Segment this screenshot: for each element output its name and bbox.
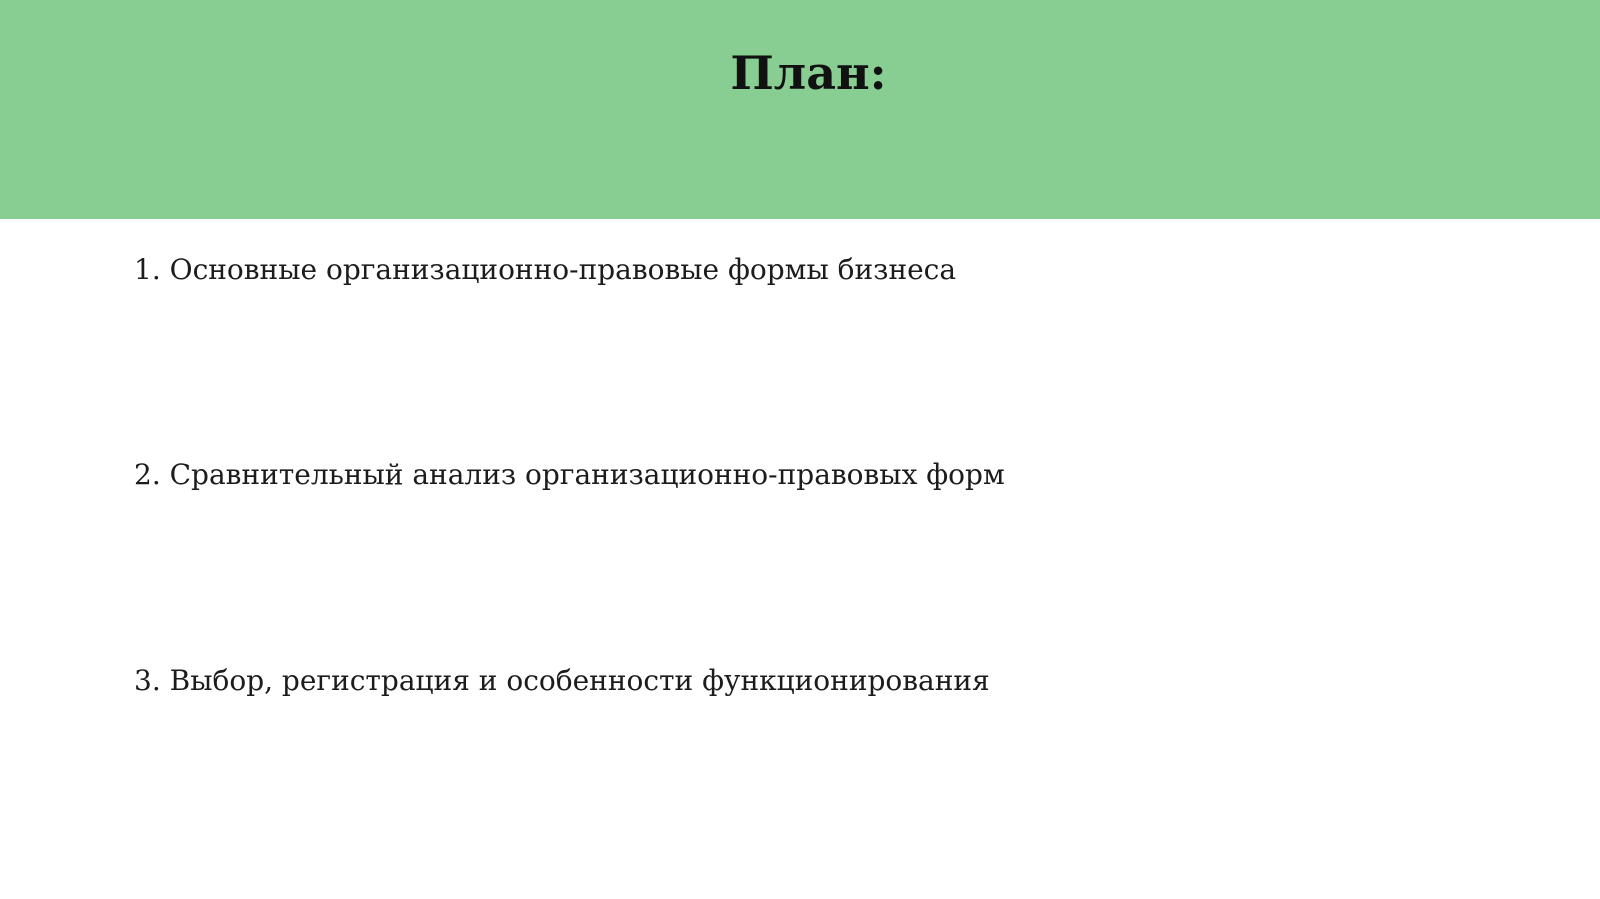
plan-item-text: Сравнительный анализ организационно-правовых форм xyxy=(169,458,1005,491)
plan-item-number: 1. xyxy=(134,253,161,286)
plan-item xyxy=(134,455,1005,495)
plan-item-text: Основные организационно-правовые формы бизнеса xyxy=(169,253,957,286)
plan-item xyxy=(134,250,956,290)
plan-item-number: 3. xyxy=(134,664,161,697)
plan-item-number: 2. xyxy=(134,458,161,491)
slide-title: План: xyxy=(730,46,887,100)
plan-item xyxy=(134,661,990,701)
header-band xyxy=(0,0,1600,219)
plan-item-text: Выбор, регистрация и особенности функционирования xyxy=(169,664,990,697)
